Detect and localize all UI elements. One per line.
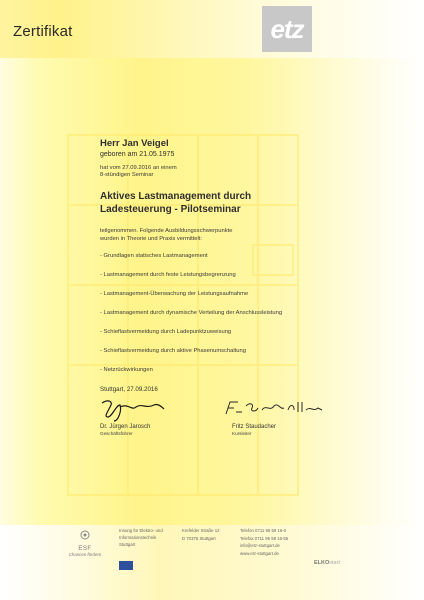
list-item: - Netzrückwirkungen — [100, 367, 153, 373]
list-item: - Lastmanagement durch dynamische Verteilung der Anschlussleistung — [100, 310, 283, 316]
innung-line: Stuttgart — [119, 542, 136, 547]
contact-line: Telefax 0711 95 59 16-55 — [240, 535, 289, 541]
etz-logo — [262, 6, 312, 52]
etz-logo-text: etz — [270, 13, 304, 44]
innung-line: Informationstechnik — [119, 535, 157, 540]
list-item: - Grundlagen statisches Lastmanagement — [100, 253, 208, 259]
elko-logo-text: ELKO — [314, 560, 330, 566]
certificate-title: Zertifikat — [13, 23, 73, 40]
list-item: - Schieflastvermeidung durch aktive Phasenumschaltung — [100, 348, 246, 354]
seminar-date-line: hat vom 27.09.2016 an einem — [100, 165, 177, 171]
signer-left-name: Dr. Jürgen Jarosch — [100, 424, 151, 430]
list-item: - Lastmanagement durch feste Leistungsbegrenzung — [100, 272, 236, 278]
place-date: Stuttgart, 27.09.2016 — [100, 386, 158, 393]
innung-line: Innung für Elektro- und — [119, 528, 163, 533]
contact-line: info@etz-stuttgart.de — [240, 543, 280, 548]
signer-right-role: Kursleiter — [232, 431, 252, 436]
signer-left-role: Geschäftsführer — [100, 431, 133, 436]
intro-line-1: teilgenommen. Folgende Ausbildungsschwerpunkte — [100, 228, 233, 234]
recipient-name: Herr Jan Veigel — [100, 138, 169, 149]
signer-right-name: Fritz Staudacher — [232, 424, 277, 430]
elko-logo — [314, 560, 340, 566]
address-line: Krefelder Straße 12 — [182, 528, 220, 533]
intro-line-2: wurden in Theorie und Praxis vermittelt: — [100, 236, 203, 242]
esf-star-icon — [75, 529, 95, 541]
birth-date: geboren am 21.05.1975 — [100, 151, 175, 158]
signature-right — [222, 398, 326, 418]
esf-claim: Chancen fördern — [68, 552, 102, 557]
course-title-line-1: Aktives Lastmanagement durch — [100, 191, 252, 202]
address-line: D 70376 Stuttgart — [182, 536, 216, 541]
contact-block — [240, 528, 288, 558]
contact-line: www.etz-stuttgart.de — [240, 550, 279, 556]
topics-list — [100, 253, 282, 386]
seminar-duration-line: 8-stündigen Seminar — [100, 172, 154, 178]
list-item: - Schieflastvermeidung durch Ladepunktzuweisung — [100, 329, 232, 335]
esf-title: ESF — [78, 546, 92, 552]
contact-line: Telefon 0711 95 59 16-0 — [240, 528, 287, 533]
eu-flag-icon — [119, 561, 133, 570]
esf-logo — [58, 528, 112, 557]
list-item: - Lastmanagement-Überwachung der Leistungsaufnahme — [100, 291, 249, 297]
course-title-line-2: Ladesteuerung - Pilotseminar — [100, 204, 241, 215]
signature-left — [98, 397, 168, 423]
elko-logo-suffix: start — [329, 560, 340, 566]
